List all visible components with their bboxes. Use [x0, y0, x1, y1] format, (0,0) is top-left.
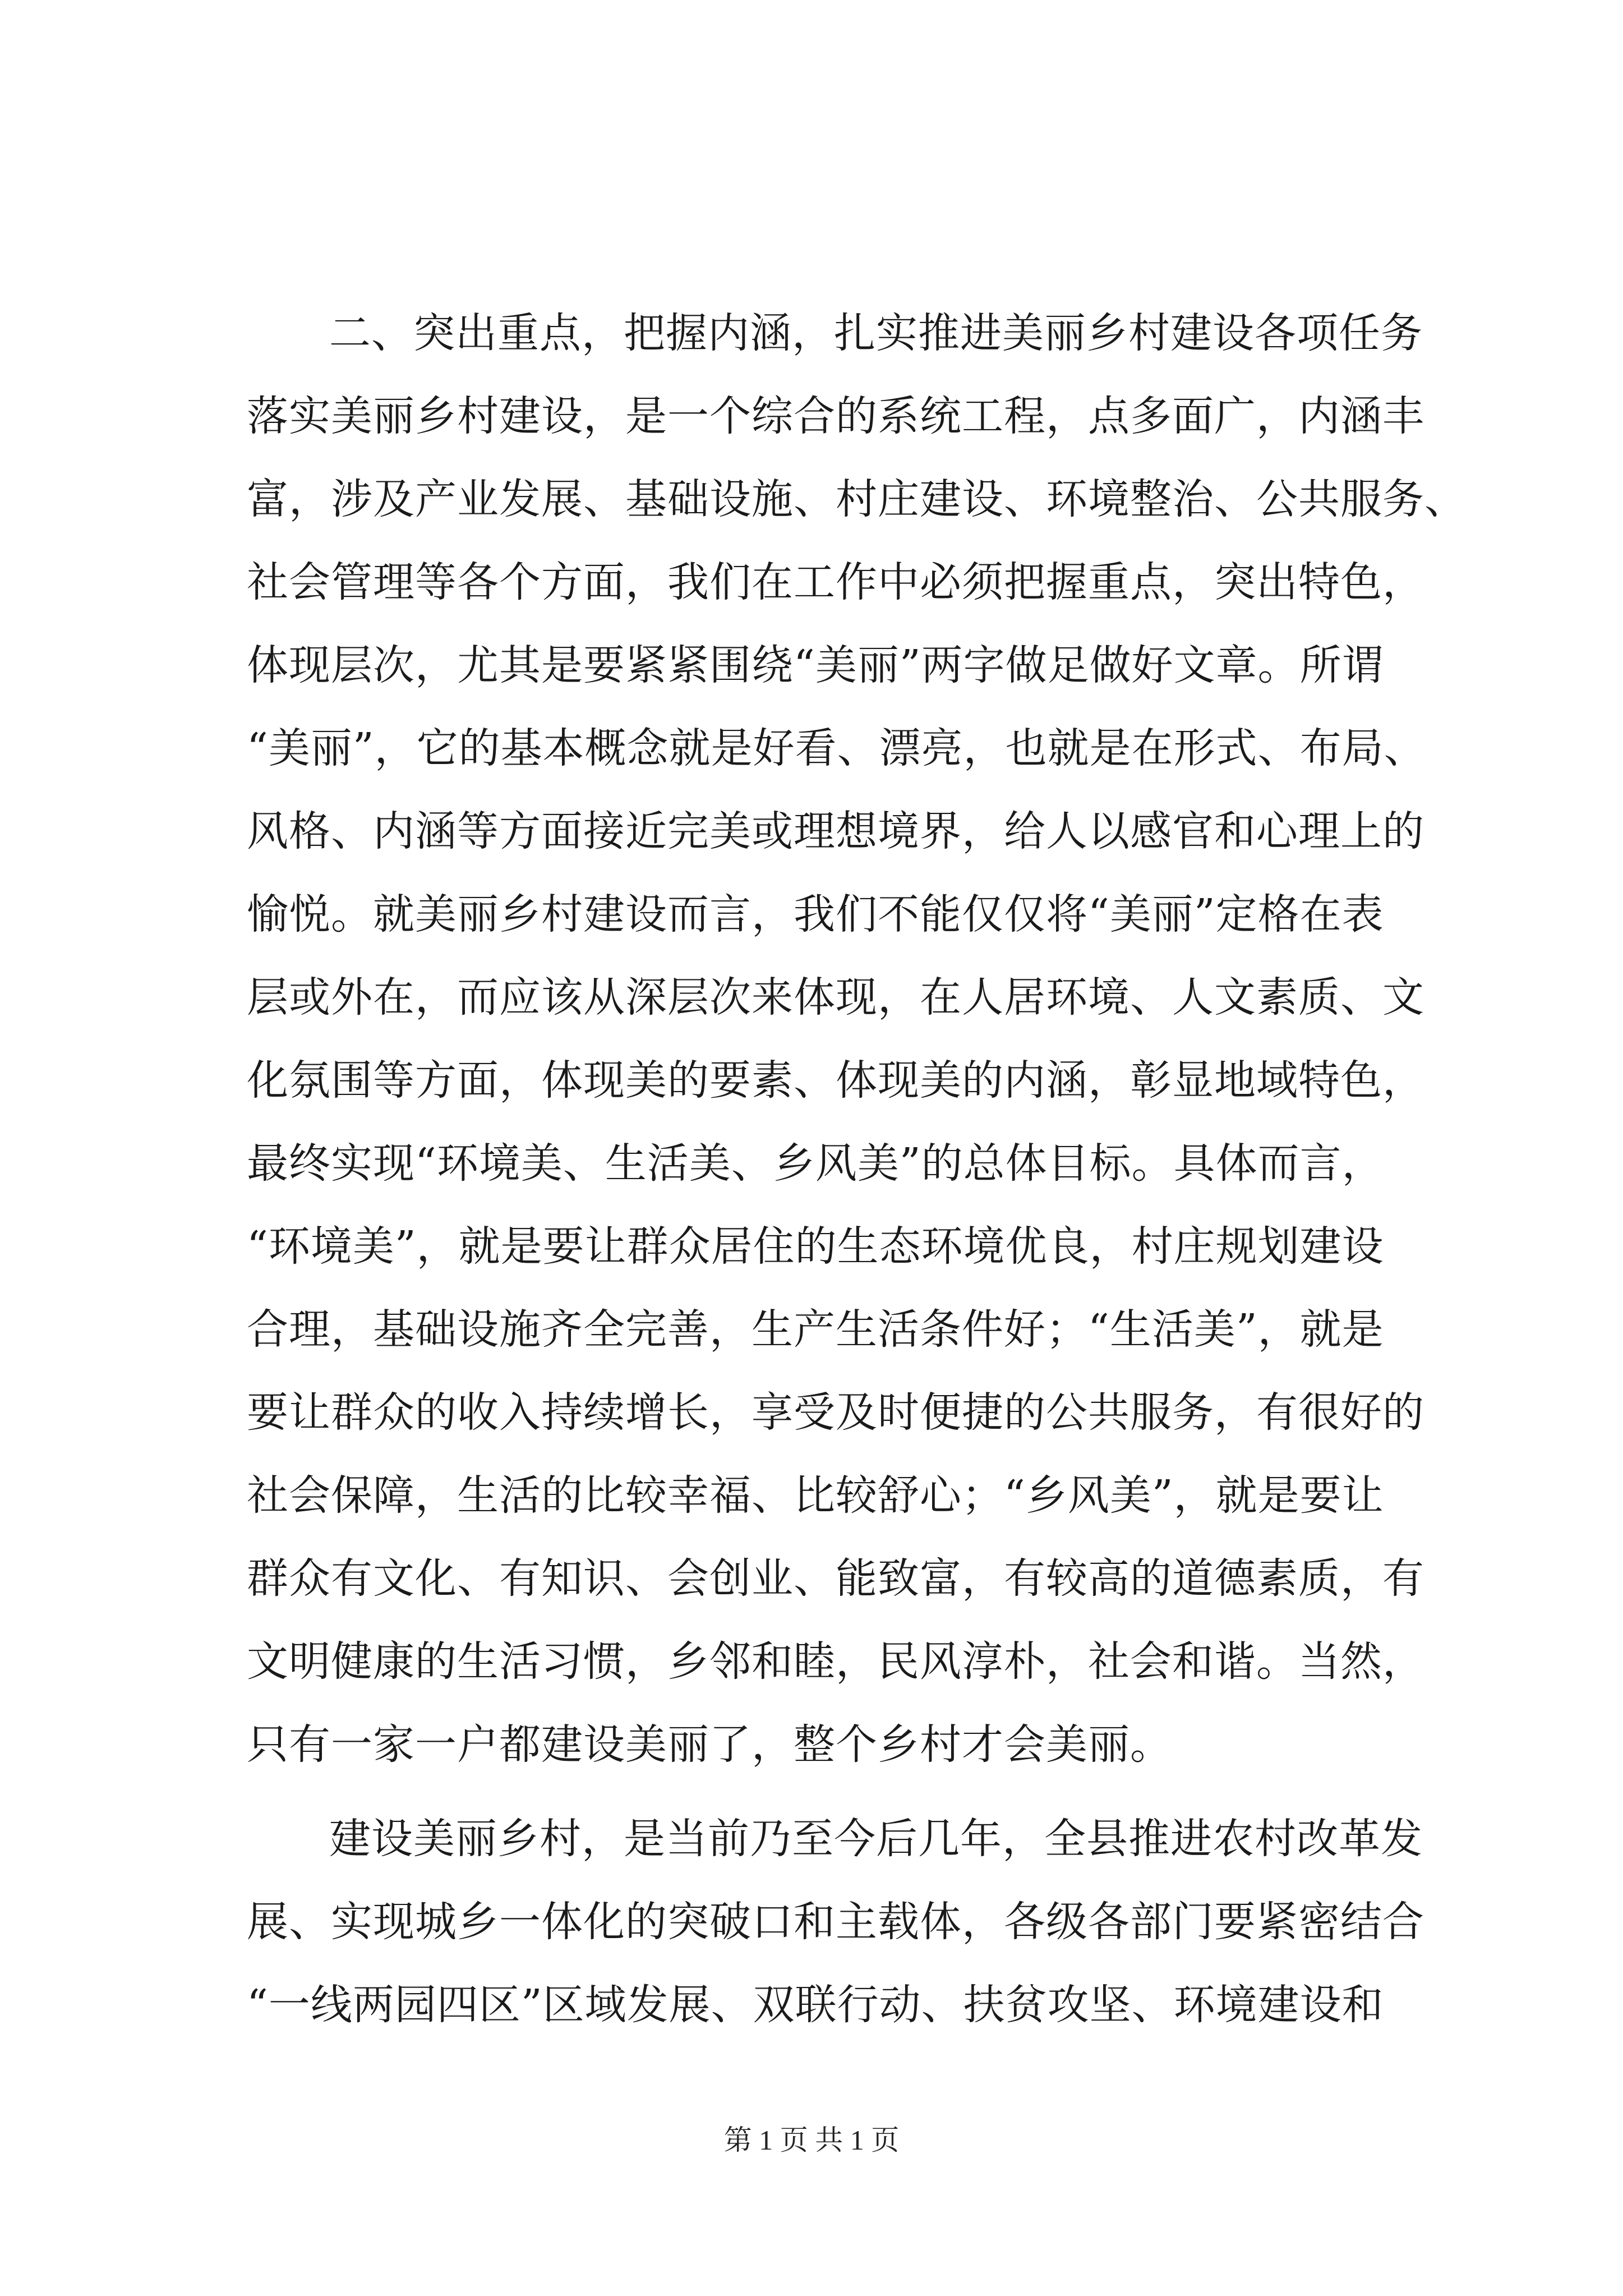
paragraph-line: 富，涉及产业发展、基础设施、村庄建设、环境整治、公共服务、 — [247, 475, 1467, 523]
paragraph-line: 体现层次，尤其是要紧紧围绕“美丽”两字做足做好文章。所谓 — [247, 641, 1384, 689]
page-number-footer: 第 1 页 共 1 页 — [723, 2124, 900, 2156]
paragraph-line: 要让群众的收入持续增长，享受及时便捷的公共服务，有很好的 — [247, 1388, 1424, 1437]
document-body — [247, 292, 1467, 2046]
paragraph-line: 层或外在，而应该从深层次来体现，在人居环境、人文素质、文 — [247, 973, 1424, 1022]
paragraph-line: 社会管理等各个方面，我们在工作中必须把握重点，突出特色， — [247, 558, 1424, 606]
paragraph-line: 只有一家一户都建设美丽了，整个乡村才会美丽。 — [247, 1720, 1172, 1769]
section-heading: 二、突出重点，把握内涵，扎实推进美丽乡村建设各项任务 — [329, 309, 1423, 357]
paragraph-line: 最终实现“环境美、生活美、乡风美”的总体目标。具体而言， — [247, 1139, 1384, 1188]
paragraph-line: 建设美丽乡村，是当前乃至今后几年，全县推进农村改革发 — [329, 1815, 1423, 1863]
paragraph-line: “环境美”，就是要让群众居住的生态环境优良，村庄规划建设 — [247, 1222, 1384, 1271]
paragraph-line: “一线两园四区”区域发展、双联行动、扶贫攻坚、环境建设和 — [247, 1981, 1384, 2029]
paragraph-line: “美丽”，它的基本概念就是好看、漂亮，也就是在形式、布局、 — [247, 724, 1426, 772]
paragraph-line: 风格、内涵等方面接近完美或理想境界，给人以感官和心理上的 — [247, 807, 1424, 855]
paragraph-line: 落实美丽乡村建设，是一个综合的系统工程，点多面广，内涵丰 — [247, 392, 1424, 440]
paragraph-line: 展、实现城乡一体化的突破口和主载体，各级各部门要紧密结合 — [247, 1898, 1424, 1946]
paragraph-line: 合理，基础设施齐全完善，生产生活条件好；“生活美”，就是 — [247, 1305, 1384, 1354]
paragraph-line: 社会保障，生活的比较幸福、比较舒心；“乡风美”，就是要让 — [247, 1471, 1384, 1520]
paragraph-line: 愉悦。就美丽乡村建设而言，我们不能仅仅将“美丽”定格在表 — [247, 890, 1384, 938]
paragraph-line: 化氛围等方面，体现美的要素、体现美的内涵，彰显地域特色， — [247, 1056, 1424, 1105]
paragraph-line: 文明健康的生活习惯，乡邻和睦，民风淳朴，社会和谐。当然， — [247, 1637, 1424, 1686]
paragraph-line: 群众有文化、有知识、会创业、能致富，有较高的道德素质，有 — [247, 1554, 1424, 1603]
